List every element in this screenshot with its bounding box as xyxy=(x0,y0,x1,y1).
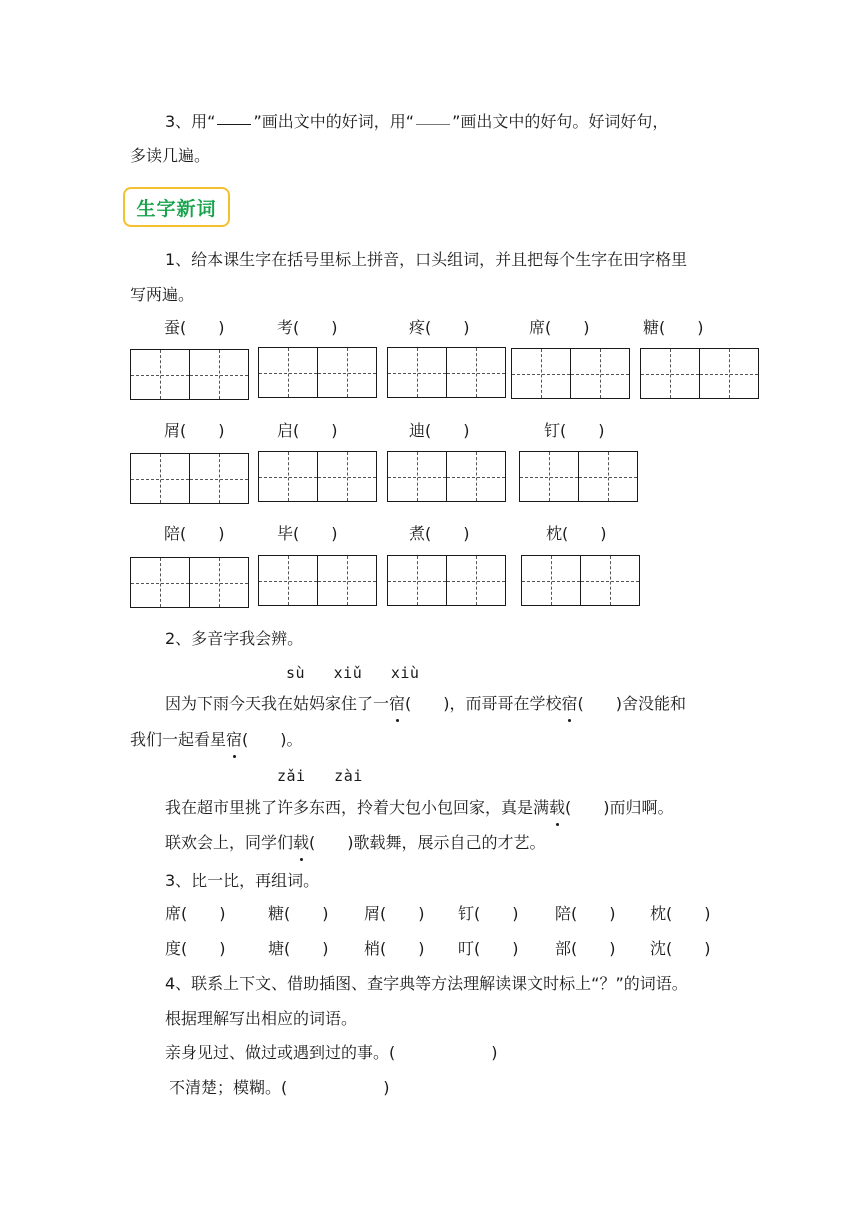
s1-d: 我们一起看星 xyxy=(130,730,227,749)
char-label: 屑( ) xyxy=(164,421,225,440)
wavy-underline-sample xyxy=(416,124,450,125)
tianzige-grid[interactable] xyxy=(130,453,249,504)
section-title-badge xyxy=(123,187,230,227)
compare-item: 钉( ) xyxy=(458,904,519,923)
intro-item3-part2: ”画出文中的好词，用“ xyxy=(253,112,415,131)
q4-definition-2: 不清楚；模糊。( ) xyxy=(169,1078,390,1097)
compare-item: 枕( ) xyxy=(650,904,711,923)
q2-sentence-1-line2 xyxy=(130,729,303,751)
tianzige-grid[interactable] xyxy=(258,451,377,502)
tianzige-grid[interactable] xyxy=(258,555,377,606)
s2-b: ( )而归啊。 xyxy=(565,798,674,817)
compare-item: 叮( ) xyxy=(458,939,519,958)
s1-e: ( )。 xyxy=(242,730,303,749)
tianzige-grid[interactable] xyxy=(258,347,377,398)
q2-sentence-3 xyxy=(165,832,546,854)
char-label: 蚕( ) xyxy=(164,318,225,337)
q4-definition-1: 亲身见过、做过或遇到过的事。( ) xyxy=(165,1043,498,1062)
q1-instruction-line2: 写两遍。 xyxy=(130,285,195,304)
tianzige-grid[interactable] xyxy=(519,451,638,502)
s1-c: ( )舍没能和 xyxy=(577,694,687,713)
tianzige-grid[interactable] xyxy=(387,451,506,502)
char-label: 煮( ) xyxy=(409,524,470,543)
tianzige-grid[interactable] xyxy=(130,557,249,608)
intro-item3-line2: 多读几遍。 xyxy=(130,146,211,165)
char-label: 迪( ) xyxy=(409,421,470,440)
emphasized-char: 载 xyxy=(293,833,310,852)
s3-b: ( )歌载舞，展示自己的才艺。 xyxy=(309,833,546,852)
compare-item: 塘( ) xyxy=(268,939,329,958)
char-label: 考( ) xyxy=(277,318,338,337)
char-label: 陪( ) xyxy=(164,524,225,543)
q2-title: 2、多音字我会辨。 xyxy=(165,629,304,648)
char-label: 毕( ) xyxy=(277,524,338,543)
emphasized-char: 宿 xyxy=(226,730,243,749)
emphasized-char: 载 xyxy=(549,798,566,817)
char-label: 席( ) xyxy=(529,318,590,337)
compare-item: 部( ) xyxy=(555,939,616,958)
q4-title: 4、联系上下文、借助插图、查字典等方法理解读课文时标上“？”的词语。 xyxy=(165,974,688,993)
char-label: 启( ) xyxy=(277,421,338,440)
compare-item: 沈( ) xyxy=(650,939,711,958)
tianzige-grid[interactable] xyxy=(130,349,249,400)
s2-a: 我在超市里挑了许多东西，拎着大包小包回家，真是满 xyxy=(165,798,550,817)
emphasized-char: 宿 xyxy=(389,694,406,713)
tianzige-grid[interactable] xyxy=(387,555,506,606)
char-label: 疼( ) xyxy=(409,318,470,337)
q2-sentence-1 xyxy=(165,693,686,715)
emphasized-char: 宿 xyxy=(561,694,578,713)
q2-sentence-2 xyxy=(165,797,674,819)
compare-item: 度( ) xyxy=(165,939,226,958)
intro-item3-part1: 3、用“ xyxy=(165,112,216,131)
s1-b: ( )，而哥哥在学校 xyxy=(405,694,562,713)
section-title: 生字新词 xyxy=(136,197,217,220)
tianzige-grid[interactable] xyxy=(521,555,640,606)
compare-item: 糖( ) xyxy=(268,904,329,923)
s3-a: 联欢会上，同学们 xyxy=(165,833,294,852)
char-label: 钉( ) xyxy=(544,421,605,440)
compare-item: 席( ) xyxy=(165,904,226,923)
s1-a: 因为下雨今天我在姑妈家住了一 xyxy=(165,694,390,713)
pinyin-row-1: sù xiǔ xiù xyxy=(286,664,420,682)
tianzige-grid[interactable] xyxy=(511,348,630,399)
compare-item: 屑( ) xyxy=(364,904,425,923)
pinyin-row-2: zǎi zài xyxy=(277,767,363,785)
solid-underline-sample xyxy=(217,124,251,125)
intro-item3 xyxy=(165,111,668,133)
q3-title: 3、比一比，再组词。 xyxy=(165,871,320,890)
compare-item: 梢( ) xyxy=(364,939,425,958)
intro-item3-part3: ”画出文中的好句。好词好句， xyxy=(452,112,669,131)
char-label: 糖( ) xyxy=(643,318,704,337)
tianzige-grid[interactable] xyxy=(640,348,759,399)
compare-item: 陪( ) xyxy=(555,904,616,923)
char-label: 枕( ) xyxy=(546,524,607,543)
q1-instruction: 1、给本课生字在括号里标上拼音，口头组词，并且把每个生字在田字格里 xyxy=(165,250,688,269)
tianzige-grid[interactable] xyxy=(387,347,506,398)
q4-line2: 根据理解写出相应的词语。 xyxy=(165,1009,358,1028)
